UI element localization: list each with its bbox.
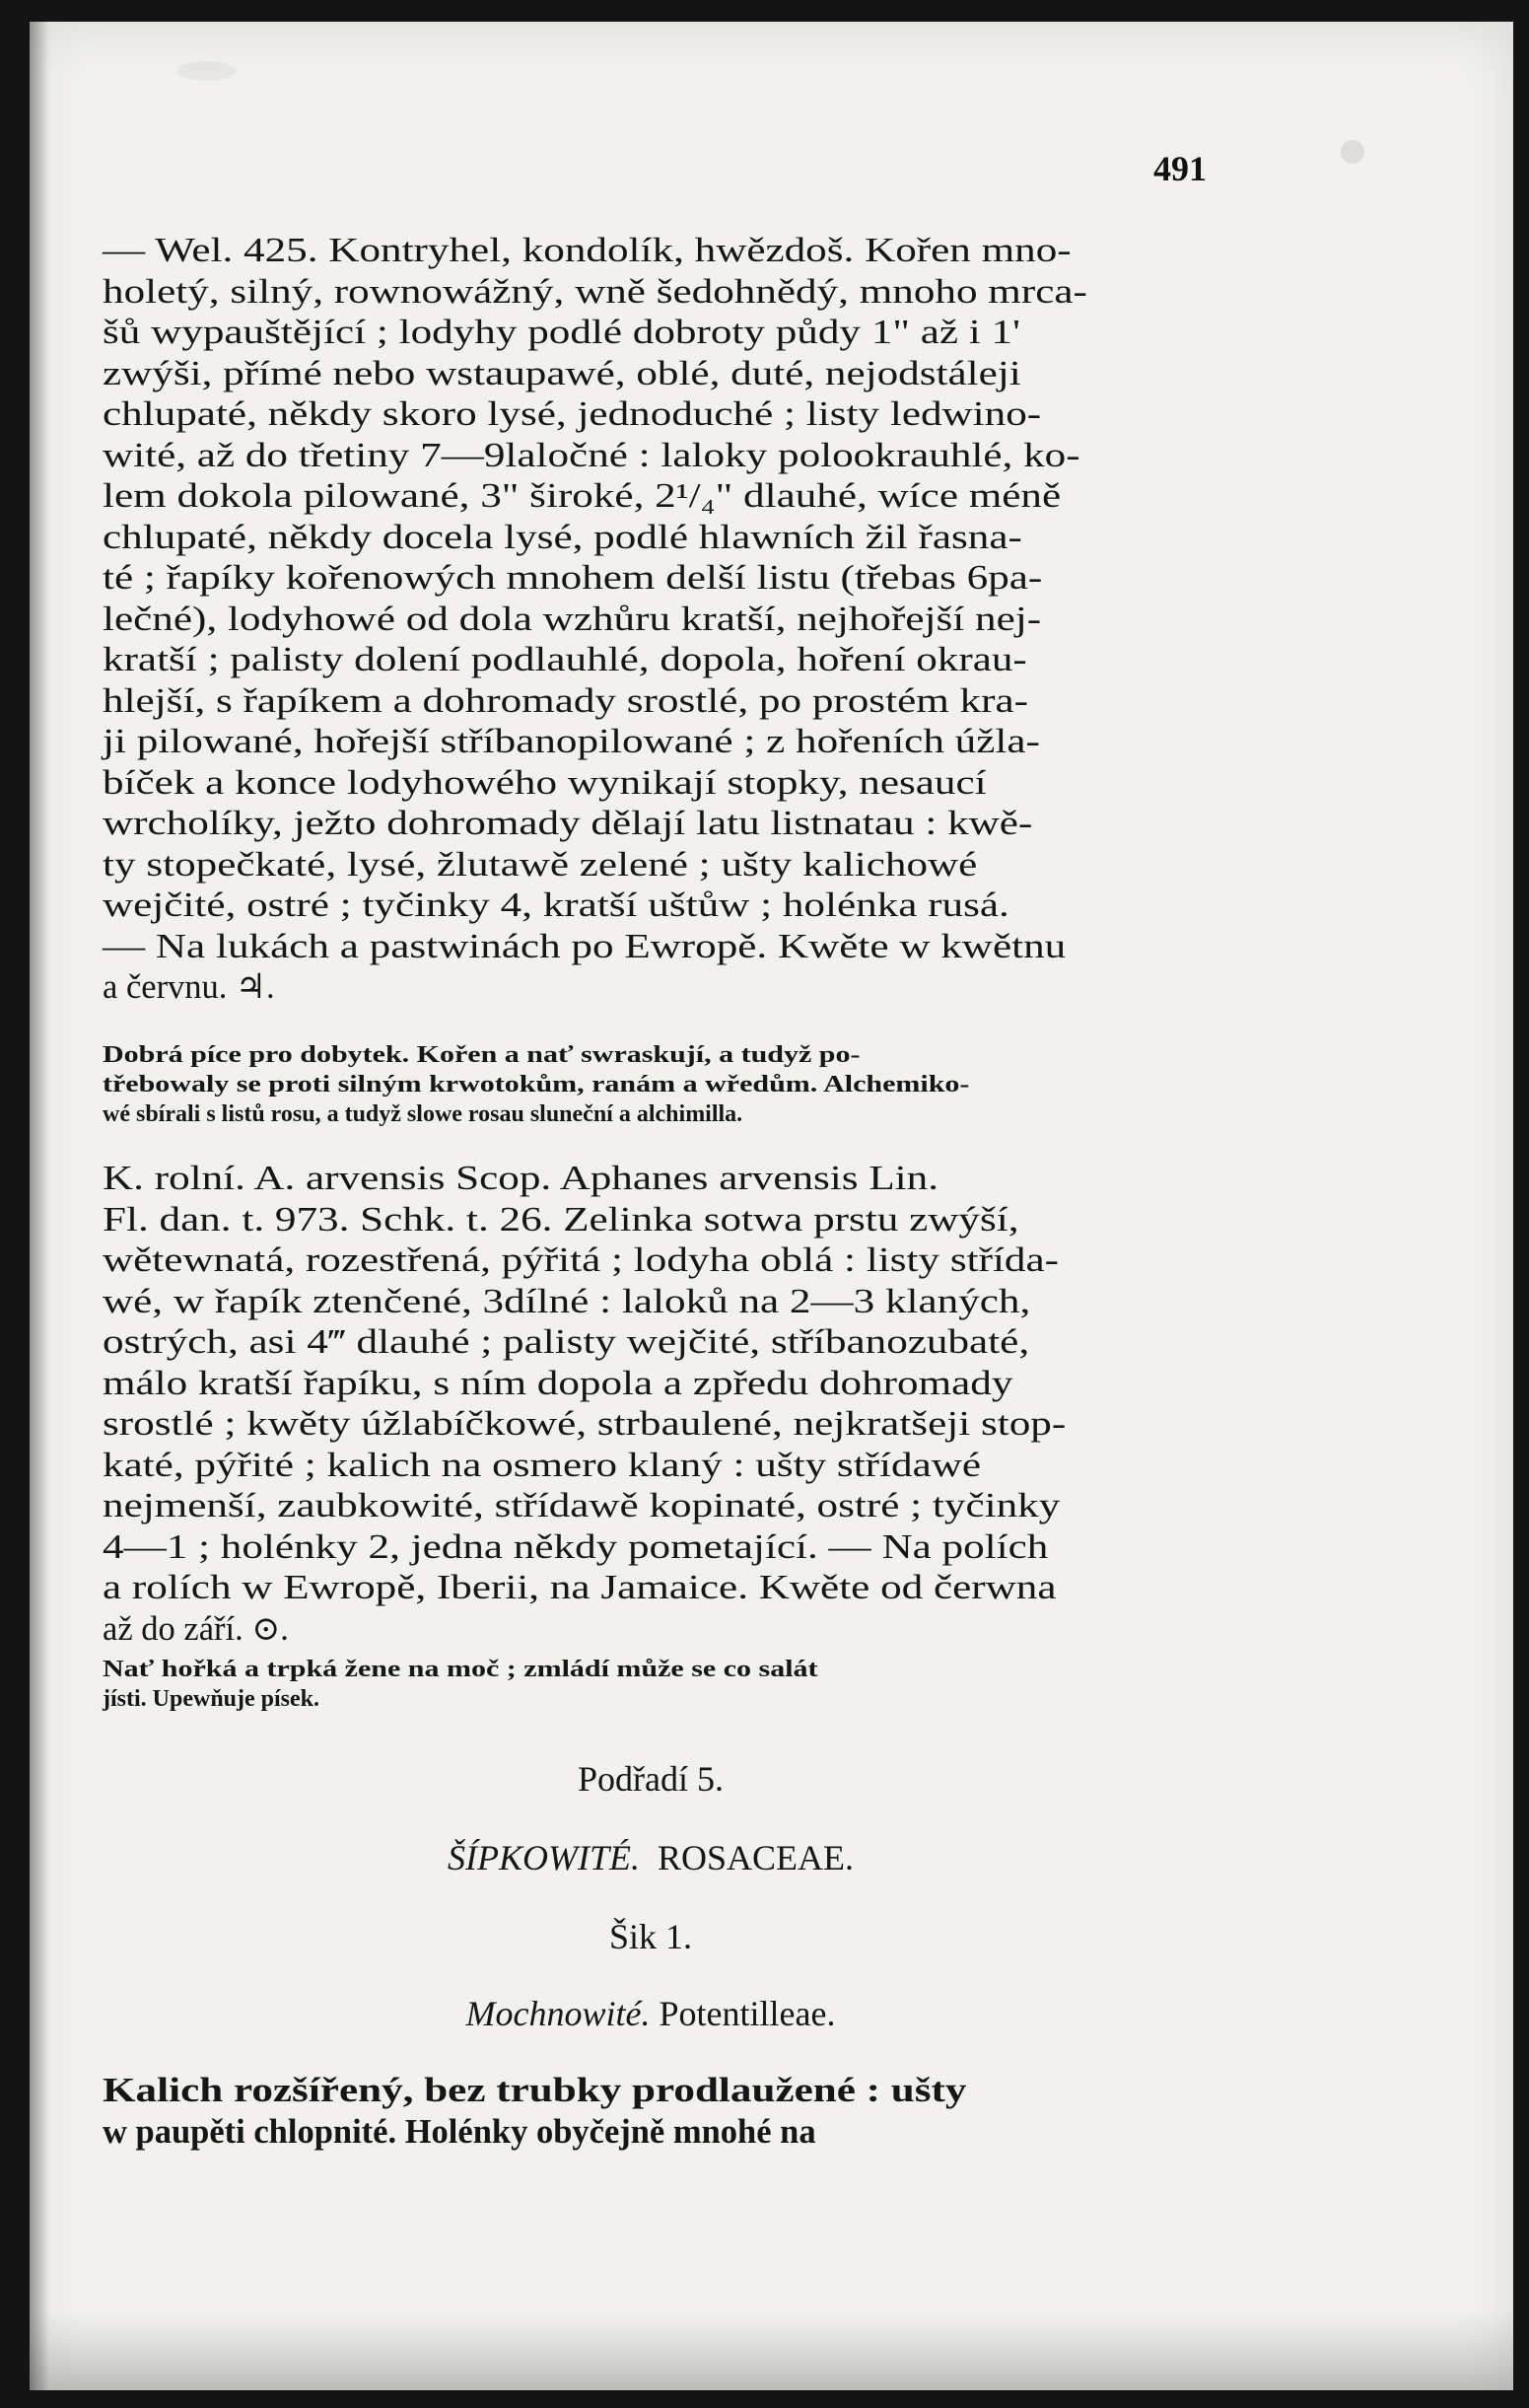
family-latin-name: ROSACEAE. — [657, 1838, 854, 1877]
description-paragraph — [103, 2071, 1199, 2153]
text-line: málo kratší řapíku, s ním dopola a zpředu dohromady — [103, 1364, 1013, 1402]
text-line: hlejší, s řapíkem a dohromady srostlé, po prostém kra- — [103, 681, 1028, 720]
text-line: a červnu. ♃. — [103, 968, 275, 1006]
suborder-heading-block — [103, 1757, 1199, 1801]
entry-paragraph — [103, 231, 1199, 1009]
text-line: lem dokola pilowané, 3" široké, 2¹/₄" dlauhé, wíce méně — [103, 477, 1062, 515]
suborder-heading: Podřadí 5. — [578, 1759, 724, 1799]
tribe-heading-block — [103, 1992, 1199, 2035]
text-line: ostrých, asi 4‴ dlauhé ; palisty wejčité, stříbanozubaté, — [103, 1323, 1030, 1361]
text-line: zwýši, přímé nebo wstaupawé, oblé, duté, nejodstáleji — [103, 354, 1021, 392]
text-line: té ; řapíky kořenowých mnohem delší listu (třebas 6pa- — [103, 559, 1043, 597]
text-line: wité, až do třetiny 7—9laločné : laloky polookrauhlé, ko- — [103, 436, 1080, 474]
text-line: — Wel. 425. Kontryhel, kondolík, hwězdoš. Kořen mno- — [103, 232, 1072, 269]
section-heading-block — [103, 1915, 1199, 1958]
text-line: srostlé ; kwěty úžlabíčkowé, strbaulené, nejkratšeji stop- — [103, 1405, 1067, 1443]
text-line: 4—1 ; holénky 2, jedna někdy pometající. — Na polích — [103, 1527, 1049, 1566]
text-line: w paupěti chlopnité. Holénky obyčejně mnohé na — [103, 2112, 816, 2151]
usage-note-text — [103, 1040, 1199, 1129]
text-line: wé, w řapík ztenčené, 3dílné : laloků na 2—3 klaných, — [103, 1282, 1031, 1320]
text-line: a rolích w Ewropě, Iberii, na Jamaice. Kwěte od čerwna — [103, 1569, 1057, 1606]
entry-paragraph — [103, 1159, 1199, 1650]
usage-note-1 — [103, 1040, 1199, 1129]
page-edge-shadow — [30, 22, 49, 2390]
text-line: wětewnatá, rozestřená, pýřitá ; lodyha oblá : listy střída- — [103, 1241, 1059, 1279]
family-heading — [103, 1836, 1199, 1879]
text-line: holetý, silný, rownowážný, wně šedohnědý, mnoho mrca- — [103, 272, 1087, 311]
text-line: lečné), lodyhowé od dola wzhůru kratší, nejhořejší nej- — [103, 600, 1042, 638]
text-line: nejmenší, zaubkowité, střídawě kopinaté, ostré ; tyčinky — [103, 1487, 1061, 1524]
tribe-czech-name: Mochnowité. — [465, 1994, 651, 2033]
entry-alchemilla-vulgaris — [103, 231, 1199, 1009]
text-line: chlupaté, někdy docela lysé, podlé hlawních žil řasna- — [103, 518, 1022, 556]
text-line: třebowaly se proti silným krwotokům, ranám a wředům. Alchemiko- — [103, 1072, 970, 1098]
text-line: jísti. Upewňuje písek. — [103, 1686, 320, 1712]
text-line: Nať hořká a trpká žene na moč ; zmládí může se co salát — [103, 1657, 818, 1682]
section-heading: Šik 1. — [608, 1917, 693, 1956]
page-number: 491 — [1153, 149, 1207, 188]
usage-note-text — [103, 1655, 1199, 1714]
usage-note-2 — [103, 1655, 1199, 1714]
text-line: šů wypauštějící ; lodyhy podlé dobroty půdy 1" až i 1' — [103, 314, 1020, 351]
text-line: Fl. dan. t. 973. Schk. t. 26. Zelinka sotwa prstu zwýší, — [103, 1200, 1019, 1239]
family-czech-name: ŠÍPKOWITÉ. — [447, 1838, 640, 1877]
text-line: až do září. ⊙. — [103, 1609, 289, 1648]
page-bottom-shadow — [30, 2311, 1513, 2390]
text-line: kratší ; palisty dolení podlauhlé, dopola, hoření okrau- — [103, 641, 1027, 678]
text-line: bíček a konce lodyhowého wynikají stopky, nesaucí — [103, 763, 987, 802]
text-line: ji pilowané, hořejší stříbanopilowané ; z hořeních úžla- — [103, 723, 1040, 760]
text-line: wejčité, ostré ; tyčinky 4, kratší uštůw ; holénka rusá. — [103, 886, 1009, 924]
text-line: wrcholíky, ježto dohromady dělají latu listnatau : kwě- — [103, 805, 1033, 842]
text-line: Dobrá píce pro dobytek. Kořen a nať swraskují, a tudyž po- — [103, 1042, 861, 1068]
family-heading-block — [103, 1836, 1199, 1879]
entry-alchemilla-arvensis — [103, 1159, 1199, 1650]
tribe-description — [103, 2071, 1199, 2153]
tribe-latin-name: Potentilleae. — [659, 1994, 836, 2033]
text-line: wé sbírali s listů rosu, a tudyž slowe rosau sluneční a alchimilla. — [103, 1101, 743, 1127]
text-line: Kalich rozšířený, bez trubky prodlaužené : ušty — [103, 2072, 967, 2109]
text-line: K. rolní. A. arvensis Scop. Aphanes arvensis Lin. — [103, 1160, 939, 1197]
paper-spot — [1341, 140, 1364, 164]
book-page — [30, 22, 1513, 2390]
text-line: chlupaté, někdy skoro lysé, jednoduché ; listy ledwino- — [103, 395, 1042, 433]
text-line: katé, pýřité ; kalich na osmero klaný : ušty střídawé — [103, 1446, 982, 1484]
paper-spot — [177, 61, 237, 81]
tribe-heading — [103, 1992, 1199, 2035]
text-line: ty stopečkaté, lysé, žlutawě zelené ; ušty kalichowé — [103, 845, 978, 884]
text-line: — Na lukách a pastwinách po Ewropě. Kwěte w kwětnu — [103, 927, 1067, 965]
